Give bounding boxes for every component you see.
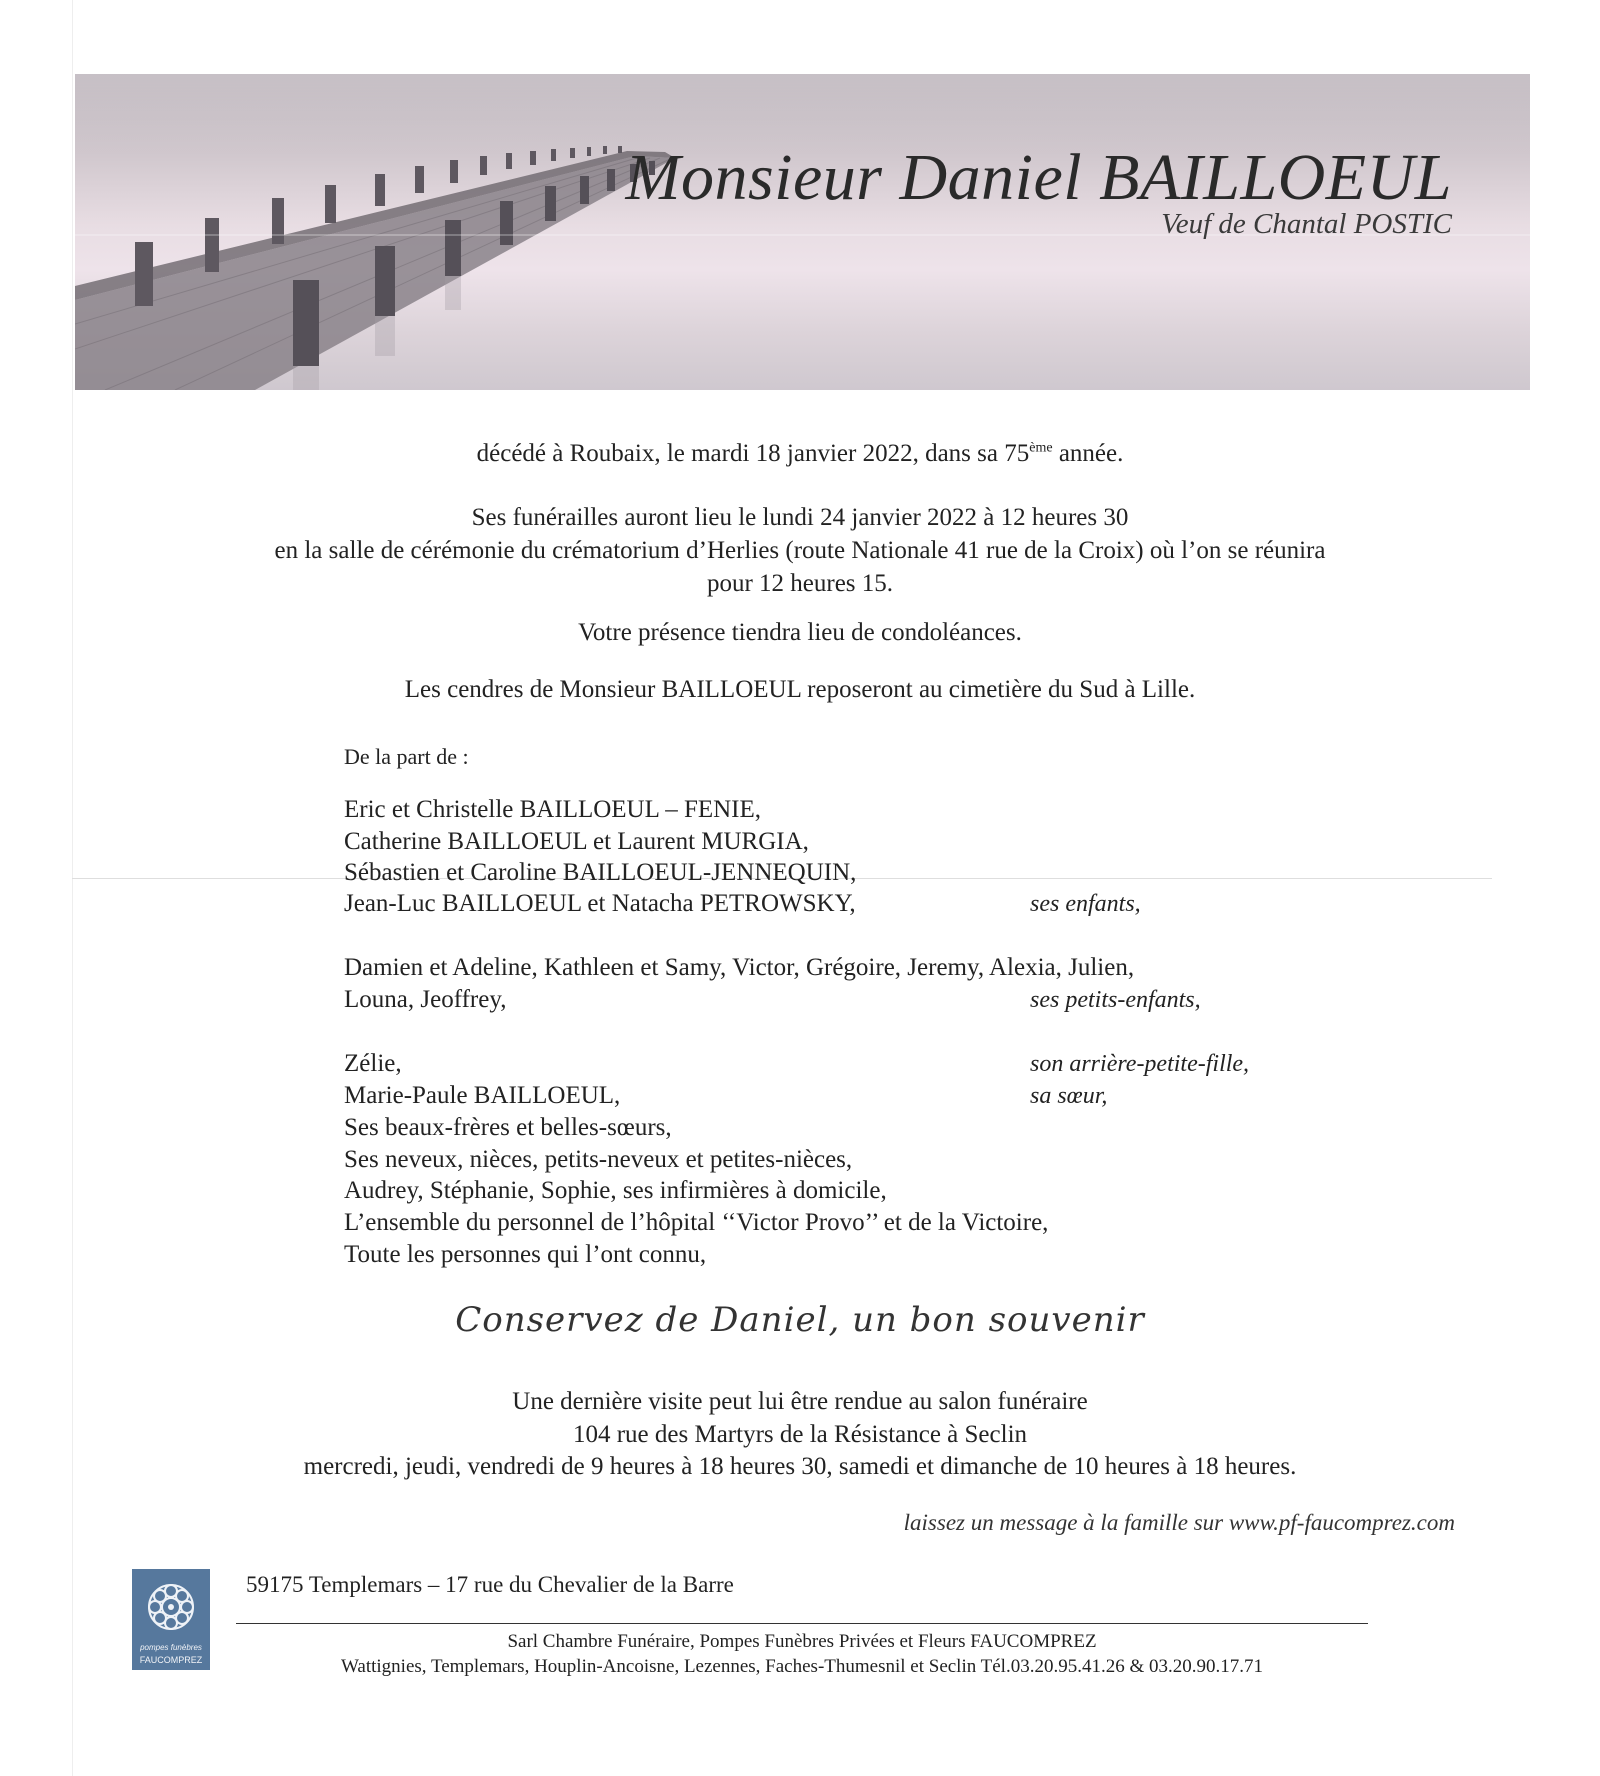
family-line: Louna, Jeoffrey, xyxy=(344,986,507,1013)
page-edge xyxy=(72,0,73,1776)
family-relation: ses petits-enfants, xyxy=(1030,987,1201,1013)
family-line: Eric et Christelle BAILLOEUL – FENIE, xyxy=(344,796,762,823)
family-line: Zélie, xyxy=(344,1050,402,1077)
family-line: Jean-Luc BAILLOEUL et Natacha PETROWSKY, xyxy=(344,890,856,917)
family-relation: ses enfants, xyxy=(1030,891,1141,917)
visit-line-3: mercredi, jeudi, vendredi de 9 heures à 18 heures 30, samedi et dimanche de 10 heures à 18 heures. xyxy=(303,1453,1297,1480)
logo-brand: FAUCOMPREZ xyxy=(139,1655,203,1665)
family-relation: son arrière-petite-fille, xyxy=(1030,1051,1250,1077)
visit-line-2: 104 rue des Martyrs de la Résistance à Seclin xyxy=(572,1421,1028,1448)
ashes-note: Les cendres de Monsieur BAILLOEUL reposeront au cimetière du Sud à Lille. xyxy=(404,676,1196,703)
death-announcement: décédé à Roubaix, le mardi 18 janvier 2022, dans sa 75ème année. xyxy=(476,440,1124,467)
family-line: Sébastien et Caroline BAILLOEUL-JENNEQUIN, xyxy=(344,859,857,886)
family-line: Marie-Paule BAILLOEUL, xyxy=(344,1082,621,1109)
family-line: Damien et Adeline, Kathleen et Samy, Victor, Grégoire, Jeremy, Alexia, Julien, xyxy=(344,954,1135,981)
family-line: Ses beaux-frères et belles-sœurs, xyxy=(344,1114,672,1141)
condolences-note: Votre présence tiendra lieu de condoléances. xyxy=(578,619,1022,646)
family-relation: sa sœur, xyxy=(1030,1083,1108,1109)
visit-line-1: Une dernière visite peut lui être rendue au salon funéraire xyxy=(512,1388,1088,1415)
family-line: Audrey, Stéphanie, Sophie, ses infirmières à domicile, xyxy=(344,1177,887,1204)
funeral-line-3: pour 12 heures 15. xyxy=(706,570,894,597)
deceased-name: Monsieur Daniel BAILLOEUL xyxy=(625,141,1452,214)
family-line: Ses neveux, nièces, petits-neveux et petites-nièces, xyxy=(344,1146,853,1173)
company-address: 59175 Templemars – 17 rue du Chevalier de la Barre xyxy=(246,1572,734,1597)
family-line: L’ensemble du personnel de l’hôpital ‘‘Victor Provo’’ et de la Victoire, xyxy=(344,1209,1049,1236)
footer-company: Sarl Chambre Funéraire, Pompes Funèbres Privées et Fleurs FAUCOMPREZ xyxy=(507,1631,1097,1652)
widower-subtitle: Veuf de Chantal POSTIC xyxy=(1161,208,1452,240)
family-line: Catherine BAILLOEUL et Laurent MURGIA, xyxy=(344,828,809,855)
funeral-line-1: Ses funérailles auront lieu le lundi 24 janvier 2022 à 12 heures 30 xyxy=(471,504,1129,531)
from-label: De la part de : xyxy=(344,744,469,769)
footer-locations: Wattignies, Templemars, Houplin-Ancoisne, Lezennes, Faches-Thumesnil et Seclin Tél.03.20.95.41.26 & 03.20.90.17.71 xyxy=(341,1656,1263,1677)
faucomprez-logo xyxy=(132,1569,210,1670)
header-banner xyxy=(75,74,1530,390)
family-line: Toute les personnes qui l’ont connu, xyxy=(344,1241,707,1268)
website-message: laissez un message à la famille sur www.pf-faucomprez.com xyxy=(903,1510,1455,1535)
logo-tagline: pompes funèbres xyxy=(140,1643,202,1652)
funeral-line-2: en la salle de cérémonie du crématorium d’Herlies (route Nationale 41 rue de la Croix) où l’on se réunira xyxy=(274,537,1326,564)
footer-divider xyxy=(236,1623,1368,1624)
souvenir-quote: Conservez de Daniel, un bon souvenir xyxy=(455,1300,1145,1340)
